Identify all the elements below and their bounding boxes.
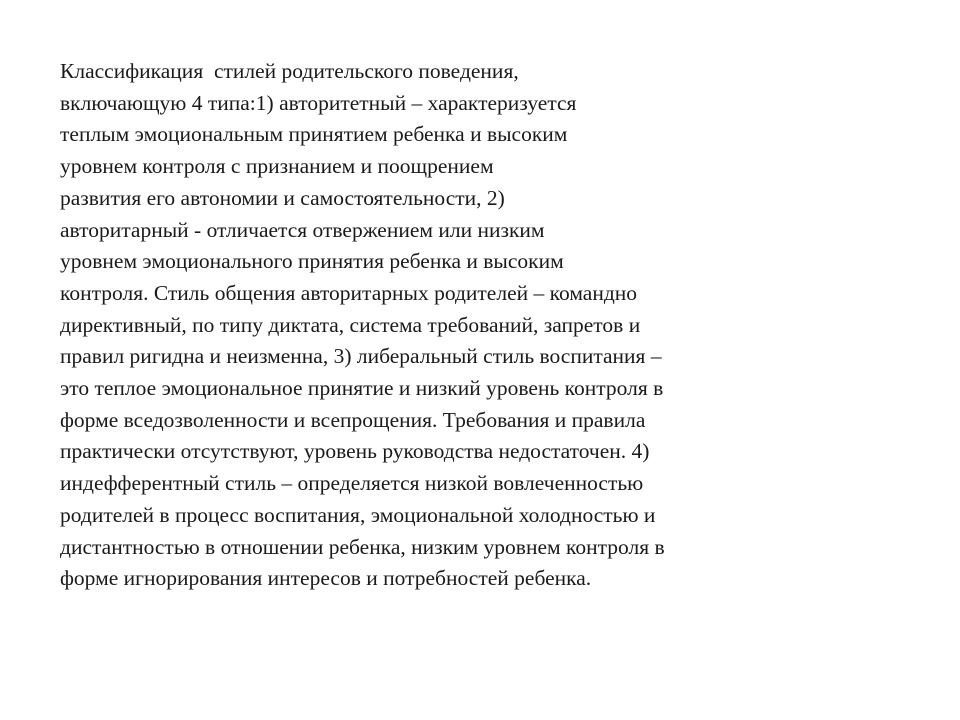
text-line: практически отсутствуют, уровень руководства недостаточен. 4) xyxy=(60,439,650,464)
text-line: уровнем эмоционального принятия ребенка и высоким xyxy=(60,249,564,274)
text-line: уровнем контроля с признанием и поощрением xyxy=(60,154,494,179)
text-line: Классификация стилей родительского поведения, xyxy=(60,59,519,83)
text-line: правил ригидна и неизменна, 3) либеральный стиль воспитания – xyxy=(60,344,662,369)
text-line: включающую 4 типа:1) авторитетный – характеризуется xyxy=(60,90,577,115)
text-line: дистантностью в отношении ребенка, низким уровнем контроля в xyxy=(60,534,665,559)
text-line: авторитарный - отличается отвержением или низким xyxy=(60,217,545,242)
text-line: теплым эмоциональным принятием ребенка и высоким xyxy=(60,122,568,147)
text-line: индефферентный стиль – определяется низкой вовлеченностью xyxy=(60,471,644,496)
body-text xyxy=(60,56,940,595)
text-line: это теплое эмоциональное принятие и низкий уровень контроля в xyxy=(60,376,664,401)
text-line: директивный, по типу диктата, система требований, запретов и xyxy=(60,312,641,337)
text-line: развития его автономии и самостоятельности, 2) xyxy=(60,185,505,210)
text-line: контроля. Стиль общения авторитарных родителей – командно xyxy=(60,280,638,305)
text-line: родителей в процесс воспитания, эмоциональной холодностью и xyxy=(60,502,656,527)
text-line: форме игнорирования интересов и потребностей ребенка. xyxy=(60,566,592,591)
text-line: форме вседозволенности и всепрощения. Требования и правила xyxy=(60,407,646,432)
